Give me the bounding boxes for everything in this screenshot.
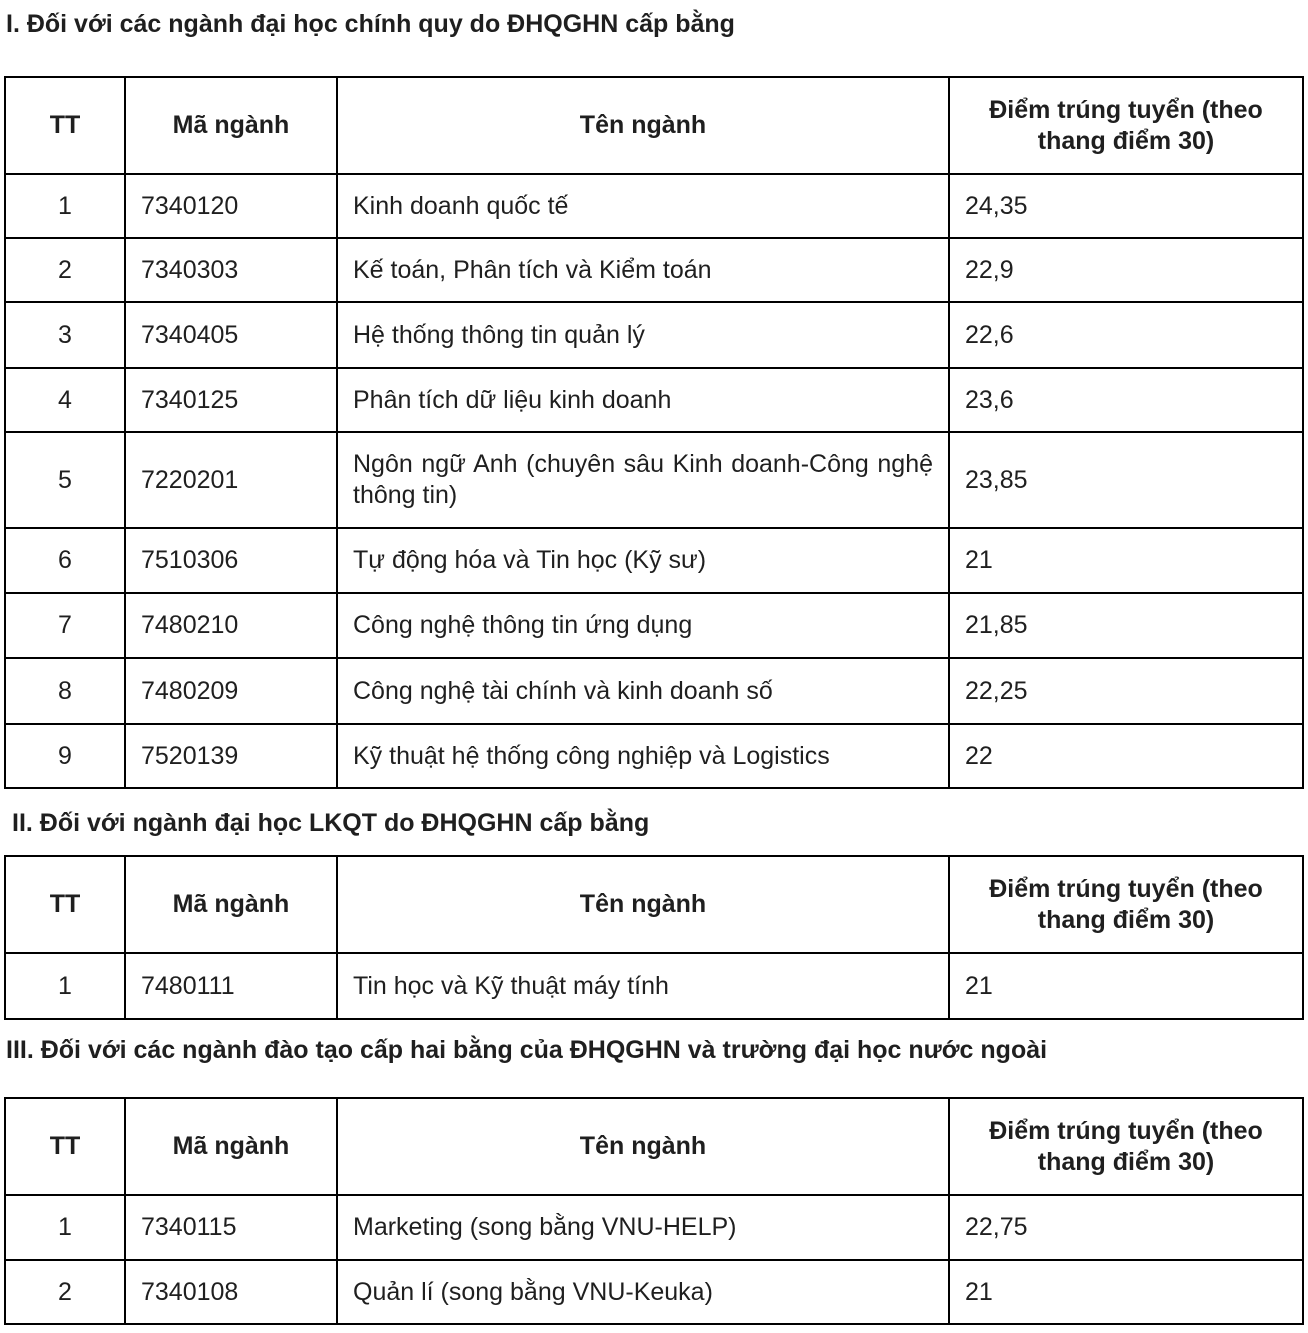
cell-diem: 22,6 — [949, 302, 1303, 368]
cell-tt: 7 — [5, 593, 125, 658]
cell-ten-nganh: Tự động hóa và Tin học (Kỹ sư) — [337, 528, 949, 593]
cell-tt: 1 — [5, 174, 125, 238]
header-ten-nganh: Tên ngành — [337, 1098, 949, 1195]
cell-ten-nganh: Kinh doanh quốc tế — [337, 174, 949, 238]
cell-ma-nganh: 7340120 — [125, 174, 337, 238]
cell-ten-nganh: Hệ thống thông tin quản lý — [337, 302, 949, 368]
section-3-title: III. Đối với các ngành đào tạo cấp hai bằng của ĐHQGHN và trường đại học nước ngoài — [6, 1036, 1048, 1064]
section-1-table — [4, 76, 1304, 789]
cell-tt: 3 — [5, 302, 125, 368]
cell-diem: 23,6 — [949, 368, 1303, 432]
table-row — [5, 238, 1303, 302]
cell-tt: 5 — [5, 432, 125, 528]
cell-ma-nganh: 7340108 — [125, 1260, 337, 1324]
cell-tt: 8 — [5, 658, 125, 724]
table-row — [5, 368, 1303, 432]
table-header-row — [5, 856, 1303, 953]
section-2-table — [4, 855, 1304, 1020]
table-row — [5, 528, 1303, 593]
cell-ma-nganh: 7340125 — [125, 368, 337, 432]
table-row — [5, 953, 1303, 1019]
cell-diem: 21 — [949, 528, 1303, 593]
cell-tt: 1 — [5, 1195, 125, 1260]
cell-ma-nganh: 7340405 — [125, 302, 337, 368]
cell-ma-nganh: 7520139 — [125, 724, 337, 788]
cell-ma-nganh: 7340115 — [125, 1195, 337, 1260]
table-row — [5, 432, 1303, 528]
section-2-title: II. Đối với ngành đại học LKQT do ĐHQGHN cấp bằng — [12, 809, 650, 837]
header-diem: Điểm trúng tuyển (theo thang điểm 30) — [949, 856, 1303, 953]
table-row — [5, 1260, 1303, 1324]
cell-ten-nganh: Kế toán, Phân tích và Kiểm toán — [337, 238, 949, 302]
cell-ma-nganh: 7480209 — [125, 658, 337, 724]
cell-tt: 1 — [5, 953, 125, 1019]
header-diem: Điểm trúng tuyển (theo thang điểm 30) — [949, 1098, 1303, 1195]
cell-diem: 22,25 — [949, 658, 1303, 724]
header-tt: TT — [5, 856, 125, 953]
header-ma-nganh: Mã ngành — [125, 77, 337, 174]
header-diem: Điểm trúng tuyển (theo thang điểm 30) — [949, 77, 1303, 174]
cell-diem: 22,9 — [949, 238, 1303, 302]
cell-ma-nganh: 7480111 — [125, 953, 337, 1019]
section-3-table — [4, 1097, 1304, 1325]
cell-ten-nganh: Ngôn ngữ Anh (chuyên sâu Kinh doanh-Công nghệ thông tin) — [337, 432, 949, 528]
cell-diem: 22 — [949, 724, 1303, 788]
cell-diem: 21 — [949, 953, 1303, 1019]
table-row — [5, 174, 1303, 238]
header-ten-nganh: Tên ngành — [337, 856, 949, 953]
table-row — [5, 658, 1303, 724]
cell-diem: 21 — [949, 1260, 1303, 1324]
cell-ten-nganh: Kỹ thuật hệ thống công nghiệp và Logistics — [337, 724, 949, 788]
table-header-row — [5, 1098, 1303, 1195]
cell-ten-nganh: Quản lí (song bằng VNU-Keuka) — [337, 1260, 949, 1324]
cell-ten-nganh: Công nghệ tài chính và kinh doanh số — [337, 658, 949, 724]
table-row — [5, 302, 1303, 368]
header-ten-nganh: Tên ngành — [337, 77, 949, 174]
cell-ten-nganh: Tin học và Kỹ thuật máy tính — [337, 953, 949, 1019]
cell-diem: 23,85 — [949, 432, 1303, 528]
header-ma-nganh: Mã ngành — [125, 1098, 337, 1195]
table-header-row — [5, 77, 1303, 174]
header-ma-nganh: Mã ngành — [125, 856, 337, 953]
cell-ten-nganh: Marketing (song bằng VNU-HELP) — [337, 1195, 949, 1260]
cell-ma-nganh: 7510306 — [125, 528, 337, 593]
cell-ma-nganh: 7340303 — [125, 238, 337, 302]
cell-ten-nganh: Công nghệ thông tin ứng dụng — [337, 593, 949, 658]
cell-tt: 9 — [5, 724, 125, 788]
cell-ma-nganh: 7480210 — [125, 593, 337, 658]
cell-tt: 4 — [5, 368, 125, 432]
table-row — [5, 724, 1303, 788]
header-tt: TT — [5, 1098, 125, 1195]
cell-diem: 24,35 — [949, 174, 1303, 238]
cell-tt: 6 — [5, 528, 125, 593]
cell-tt: 2 — [5, 1260, 125, 1324]
header-tt: TT — [5, 77, 125, 174]
table-row — [5, 593, 1303, 658]
table-row — [5, 1195, 1303, 1260]
cell-diem: 21,85 — [949, 593, 1303, 658]
cell-ma-nganh: 7220201 — [125, 432, 337, 528]
cell-diem: 22,75 — [949, 1195, 1303, 1260]
cell-tt: 2 — [5, 238, 125, 302]
section-1-title: I. Đối với các ngành đại học chính quy do ĐHQGHN cấp bằng — [6, 10, 735, 38]
cell-ten-nganh: Phân tích dữ liệu kinh doanh — [337, 368, 949, 432]
